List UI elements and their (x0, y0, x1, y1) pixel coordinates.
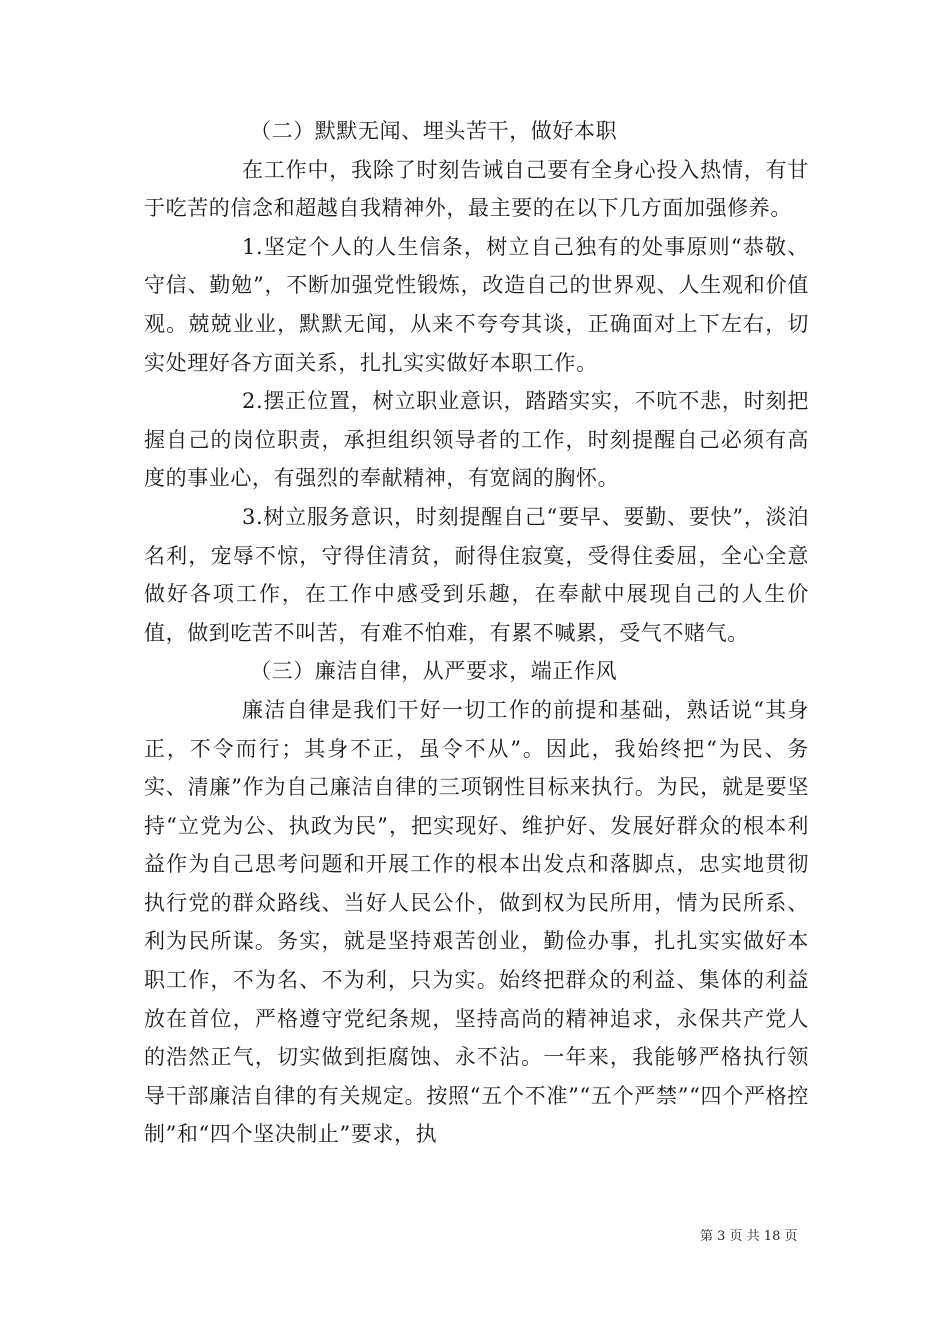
paragraph-integrity: 廉洁自律是我们干好一切工作的前提和基础，熟话说“其身正，不令而行；其身不正，虽令不从”。因此，我始终把“为民、务实、清廉”作为自己廉洁自律的三项钢性目标来执行。为民，就是要坚持“立党为公、执政为民”，把实现好、维护好、发展好群众的根本利益作为自己思考问题和开展工作的根本出发点和落脚点，忠实地贯彻执行党的群众路线、当好人民公仆，做到权为民所用，情为民所系、利为民所谋。务实，就是坚持艰苦创业，勤俭办事，扎扎实实做好本职工作，不为名、不为利，只为实。始终把群众的利益、集体的利益放在首位，严格遵守党纪条规，坚持高尚的精神追求，永保共产党人的浩然正气，切实做到拒腐蚀、永不沾。一年来，我能够严格执行领导干部廉洁自律的有关规定。按照“五个不准”“五个严禁”“四个严格控制”和“四个坚决制止”要求，执 (144, 697, 809, 1147)
paragraph-intro: 在工作中，我除了时刻告诫自己要有全身心投入热情，有甘于吃苦的信念和超越自我精神外，最主要的在以下几方面加强修养。 (144, 157, 809, 221)
document-body (144, 112, 809, 1154)
section-heading-3: （三）廉洁自律，从严要求，端正作风 (250, 659, 618, 684)
paragraph-item-3: 3.树立服务意识，时刻提醒自己“要早、要勤、要快”，淡泊名利，宠辱不惊，守得住清贫，耐得住寂寞，受得住委屈，全心全意做好各项工作，在工作中感受到乐趣，在奉献中展现自己的人生价值，做到吃苦不叫苦，有难不怕难，有累不喊累，受气不赌气。 (144, 504, 809, 645)
section-heading-2: （二）默默无闻、埋头苦干，做好本职 (250, 119, 618, 143)
paragraph-item-1: 1.坚定个人的人生信条，树立自己独有的处事原则“恭敬、守信、勤勉”，不断加强党性锻炼，改造自己的世界观、人生观和价值观。兢兢业业，默默无闻，从来不夸夸其谈，正确面对上下左右，切实处理好各方面关系，扎扎实实做好本职工作。 (144, 234, 809, 375)
paragraph-item-2: 2.摆正位置，树立职业意识，踏踏实实，不吭不悲，时刻把握自己的岗位职责，承担组织领导者的工作，时刻提醒自己必须有高度的事业心，有强烈的奉献精神，有宽阔的胸怀。 (144, 389, 809, 491)
page-number: 第 3 页 共 18 页 (700, 1229, 798, 1244)
